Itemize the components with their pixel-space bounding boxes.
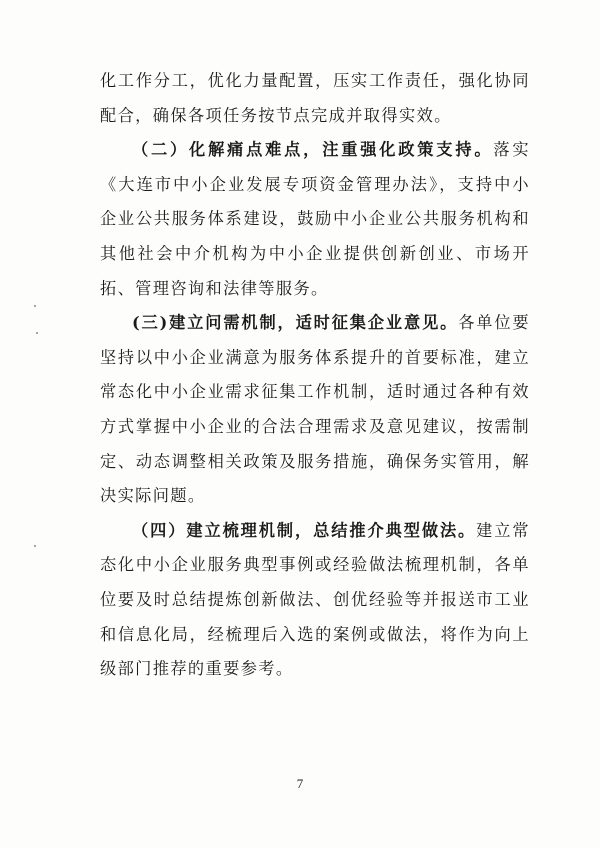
section-heading: （四）建立梳理机制，总结推介典型做法。: [132, 520, 477, 540]
paragraph-section-4: [100, 514, 530, 687]
paragraph-section-3: [100, 306, 530, 514]
section-heading: (三)建立问需机制，适时征集企业意见。: [132, 313, 459, 333]
paragraph-text: 建立常态化中小企业服务典型事例或经验做法梳理机制，各单位要及时总结提炼创新做法、创优经验等并报送市工业和信息化局，经梳理后入选的案例或做法，将作为向上级部门推荐的重要参考。: [100, 520, 530, 679]
scan-speck: [34, 545, 36, 547]
section-heading: （二）化解痛点难点，注重强化政策支持。: [132, 140, 494, 160]
paragraph-section-2: [100, 133, 530, 306]
paragraph-text: 落实《大连市中小企业发展专项资金管理办法》，支持中小企业公共服务体系建设，鼓励中小企业公共服务机构和其他社会中介机构为中小企业提供创新创业、市场开拓、管理咨询和法律等服务。: [100, 140, 530, 298]
scan-speck: [34, 305, 36, 307]
document-body: [100, 64, 530, 687]
scan-speck: [36, 332, 38, 334]
paragraph-text: 化工作分工，优化力量配置，压实工作责任，强化协同配合，确保各项任务按节点完成并取得实效。: [100, 71, 530, 125]
paragraph-continuation: [100, 64, 530, 133]
page-number: 7: [296, 776, 304, 791]
paragraph-text: 各单位要坚持以中小企业满意为服务体系提升的首要标准，建立常态化中小企业需求征集工作机制，适时通过各种有效方式掌握中小企业的合法合理需求及意见建议，按需制定、动态调整相关政策及服务措施，确保务实管用，解决实际问题。: [100, 313, 530, 506]
